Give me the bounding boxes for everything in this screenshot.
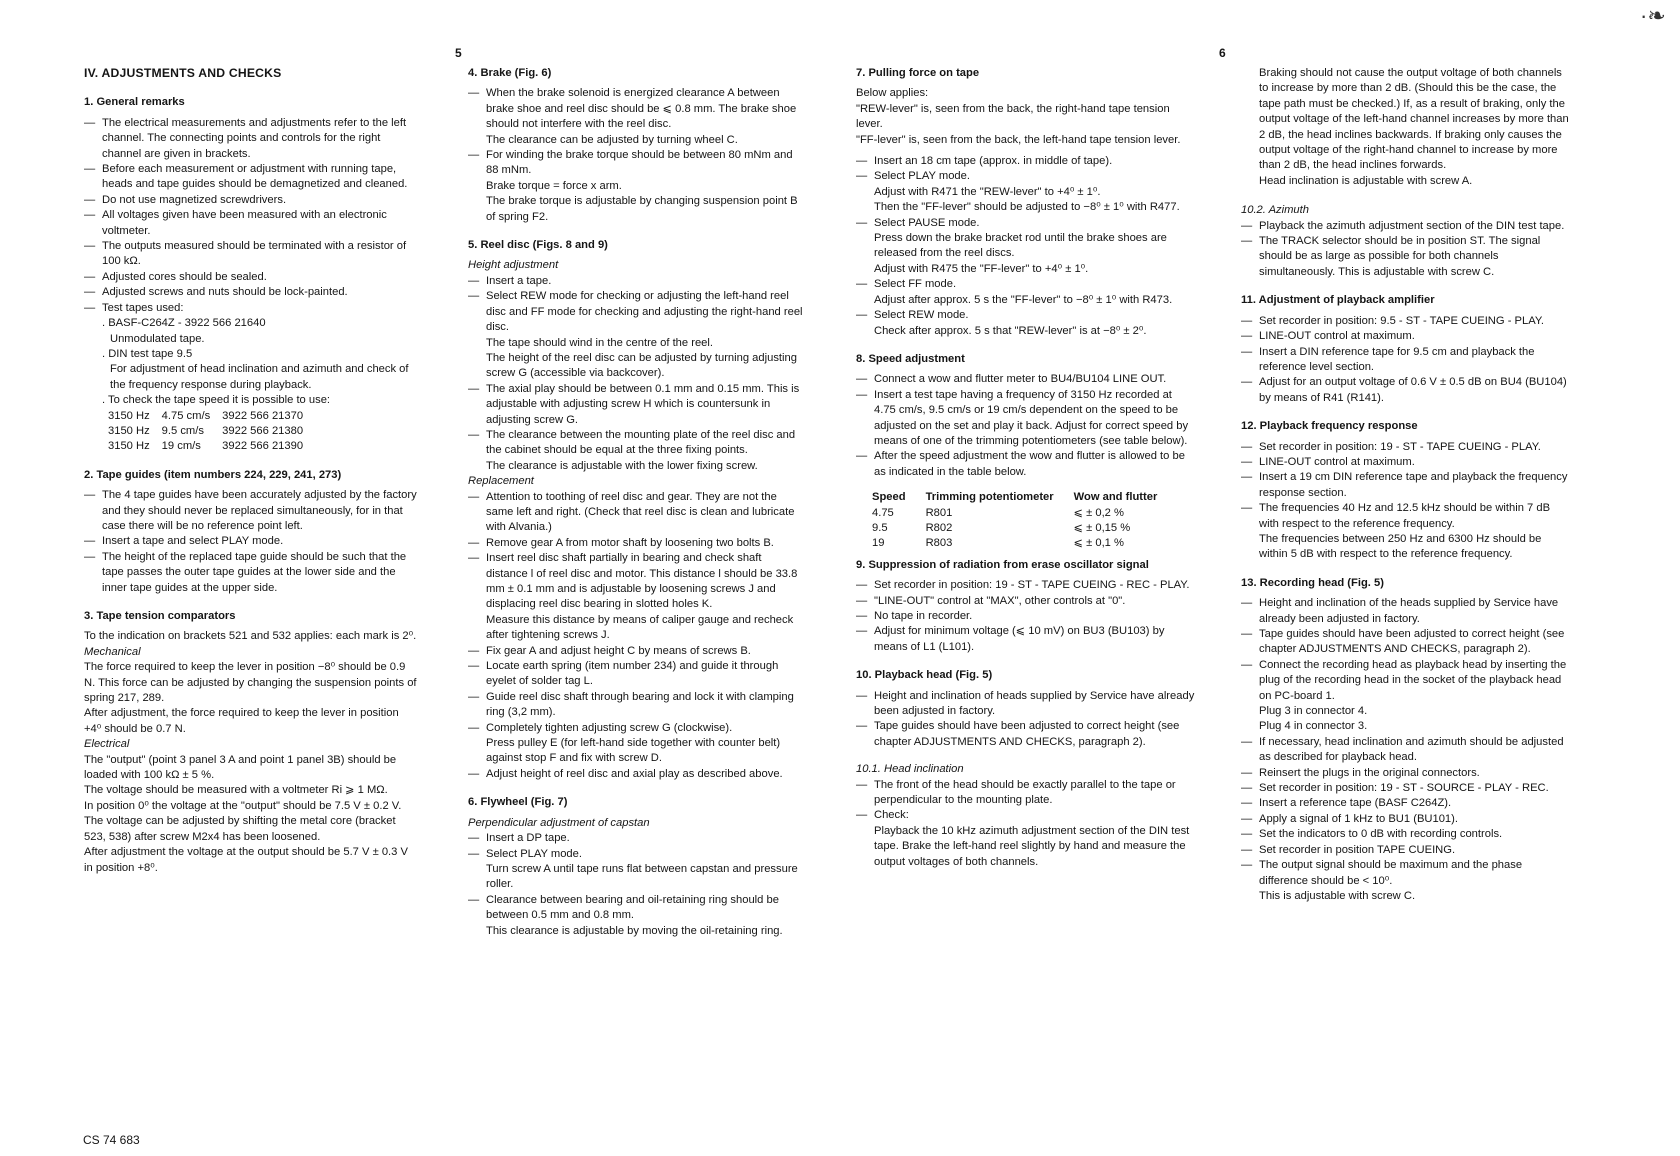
list-item: — Connect a wow and flutter meter to BU4/BU104 LINE OUT. (856, 372, 1196, 387)
table-cell: 3150 Hz (108, 409, 150, 422)
list-item: — Test tapes used: (84, 301, 419, 316)
list-item: — Insert an 18 cm tape (approx. in middle of tape). (856, 154, 1196, 169)
list-item: — Insert a test tape having a frequency of 3150 Hz recorded at 4.75 cm/s, 9.5 cm/s or 19 cm/s dependent on the speed to be adjusted on the set and play it back. Adjust for correct speed by means of one of the trimming potentiometers (see table below). (856, 388, 1196, 450)
column-header: Trimming potentiometer (925, 491, 1054, 504)
column-4 (1241, 66, 1571, 904)
list-item-text: The clearance can be adjusted by turning wheel C. (486, 133, 738, 146)
table-cell: R803 (925, 537, 953, 550)
section-list (468, 274, 803, 474)
list-item (856, 169, 1196, 215)
paragraph: To the indication on brackets 521 and 532 applies: each mark is 2⁰. (84, 630, 417, 643)
table-cell: 4.75 (872, 506, 894, 519)
list-item: — Reinsert the plugs in the original connectors. (1241, 766, 1571, 781)
section-list (856, 689, 1196, 751)
list-item-text: — Select PLAY mode. (486, 847, 582, 860)
list-item-text: This clearance is adjustable by moving the oil-retaining ring. (486, 924, 783, 937)
list-item: — The 4 tape guides have been accurately adjusted by the factory and they should never be replaced simultaneously, for in that case there will be no reference point left. (84, 488, 419, 534)
column-header: Speed (872, 491, 906, 504)
list-item-text: — Clearance between bearing and oil-retaining ring should be between 0.5 mm and 0.8 mm. (486, 893, 779, 922)
list-item: — Locate earth spring (item number 234) and guide it through eyelet of solder tag L. (468, 659, 803, 690)
list-item-text: — Completely tighten adjusting screw G (clockwise). (486, 721, 733, 734)
list-item: — Insert a DIN reference tape for 9.5 cm and playback the reference level section. (1241, 345, 1571, 376)
list-item (468, 289, 803, 381)
list-item-text: — Select REW mode. (874, 309, 969, 322)
page-number-right: 6 (1219, 46, 1226, 60)
subheading: Replacement (468, 475, 534, 488)
list-item-text: Press pulley E (for left-hand side together with counter belt) against stop F and fix with screw D. (486, 737, 781, 765)
list-item: — Adjust height of reel disc and axial play as described above. (468, 767, 803, 782)
table-cell: R801 (925, 506, 953, 519)
section-heading: 6. Flywheel (Fig. 7) (468, 796, 568, 809)
section-list (468, 86, 803, 225)
list-item-text: Turn screw A until tape runs flat between capstan and pressure roller. (486, 862, 798, 891)
list-item-text: Then the "FF-lever" should be adjusted to −8⁰ ± 1⁰ with R477. (874, 201, 1180, 214)
subheading: Height adjustment (468, 259, 559, 272)
list-item: — Height and inclination of heads supplied by Service have already been adjusted in factory. (856, 689, 1196, 720)
list-item: — The height of the replaced tape guide should be such that the tape passes the outer tape guides at the lower side and the inner tape guides at the upper side. (84, 550, 419, 596)
list-item: — The front of the head should be exactly parallel to the tape or perpendicular to the mounting plate. (856, 778, 1196, 809)
section-heading: 5. Reel disc (Figs. 8 and 9) (468, 239, 608, 252)
column-2 (468, 66, 803, 939)
column-1 (84, 66, 419, 876)
section-list (468, 490, 803, 783)
table-cell: 3150 Hz (108, 440, 150, 453)
list-item (468, 847, 803, 893)
section-heading: 9. Suppression of radiation from erase oscillator signal (856, 558, 1149, 571)
paragraph: In position 0⁰ the voltage at the "output" should be 7.5 V ± 0.2 V. The voltage can be adjusted by shifting the metal core (bracket 523, 538) after screw M2x4 has been loosened. (84, 799, 402, 843)
list-item: — Tape guides should have been adjusted to correct height (see chapter ADJUSTMENTS AND CHECKS, paragraph 2). (1241, 627, 1571, 658)
section-list (856, 778, 1196, 870)
list-item-text: — The output signal should be maximum and the phase difference should be < 10⁰. (1259, 859, 1523, 887)
section-heading: 8. Speed adjustment (856, 352, 965, 365)
list-item-text: — The frequencies 40 Hz and 12.5 kHz should be within 7 dB with respect to the reference frequency. (1259, 502, 1551, 530)
list-item-text: — Check: (874, 809, 909, 822)
list-item: — Do not use magnetized screwdrivers. (84, 193, 419, 208)
paragraph: Braking should not cause the output voltage of both channels to increase by more than 2 dB. (Should this be the case, the tape path must be checked.) If, as a result of braking, only the output voltage of the left-hand channel increases by more than 2 dB, the head inclines backwards. If braking only causes the output voltage of the right-hand channel to increase by more than 2 dB, the head inclines forwards. (1259, 67, 1569, 172)
list-item-text: The height of the reel disc can be adjusted by turning adjusting screw G (accessible via backcover). (486, 351, 797, 380)
list-item: — Insert a tape. (468, 274, 803, 289)
list-subitem: . DIN test tape 9.5 (102, 347, 193, 360)
list-item: — Set recorder in position: 19 - ST - SOURCE - PLAY - REC. (1241, 781, 1571, 796)
section-heading: 4. Brake (Fig. 6) (468, 67, 552, 79)
column-3 (856, 66, 1196, 870)
list-item: — If necessary, head inclination and azimuth should be adjusted as described for playback head. (1241, 735, 1571, 766)
list-item: — Playback the azimuth adjustment section of the DIN test tape. (1241, 219, 1571, 234)
list-item: — Set the indicators to 0 dB with recording controls. (1241, 827, 1571, 842)
list-item: — Adjust for minimum voltage (⩽ 10 mV) on BU3 (BU103) by means of L1 (L101). (856, 624, 1196, 655)
list-item: — Fix gear A and adjust height C by means of screws B. (468, 644, 803, 659)
table-cell: ⩽ ± 0,2 % (1073, 506, 1124, 519)
table-cell: R802 (925, 521, 953, 534)
paragraph: Head inclination is adjustable with screw A. (1259, 174, 1473, 187)
section-list (856, 154, 1196, 339)
subheading: 10.2. Azimuth (1241, 204, 1309, 217)
list-item-text: Plug 3 in connector 4. (1259, 705, 1368, 718)
table-cell: 3922 566 21380 (222, 424, 304, 437)
list-item: — Guide reel disc shaft through bearing and lock it with clamping ring (3,2 mm). (468, 690, 803, 721)
list-item (856, 808, 1196, 870)
list-item: — Adjusted screws and nuts should be lock-painted. (84, 285, 419, 300)
table-cell: 19 (872, 537, 885, 550)
section-list (1241, 440, 1571, 563)
chapter-title: IV. ADJUSTMENTS AND CHECKS (84, 66, 282, 80)
list-item: — Apply a signal of 1 kHz to BU1 (BU101). (1241, 812, 1571, 827)
list-item-text: Brake torque = force x arm. (486, 179, 622, 192)
speed-table (872, 490, 1177, 552)
list-subitem: . To check the tape speed it is possible to use: (102, 394, 331, 407)
section-heading: 1. General remarks (84, 96, 185, 109)
list-item (1241, 501, 1571, 563)
list-item-text: Measure this distance by means of caliper gauge and recheck after tightening screws J. (486, 613, 794, 642)
list-item (468, 428, 803, 474)
paragraph: "FF-lever" is, seen from the back, the left-hand tape tension lever. (856, 133, 1181, 146)
list-item (856, 308, 1196, 339)
table-cell: 4.75 cm/s (161, 409, 211, 422)
section-list (84, 488, 419, 596)
table-cell: 19 cm/s (161, 440, 201, 453)
section-list (1241, 596, 1571, 904)
section-heading: 10. Playback head (Fig. 5) (856, 669, 993, 682)
page-number-left: 5 (455, 46, 462, 60)
list-subitem: Unmodulated tape. (110, 332, 205, 345)
list-item: — Insert a tape and select PLAY mode. (84, 534, 419, 549)
subheading: Mechanical (84, 645, 141, 658)
list-subitem: . BASF-C264Z - 3922 566 21640 (102, 317, 266, 330)
section-heading: 13. Recording head (Fig. 5) (1241, 576, 1384, 589)
list-item-text: Press down the brake bracket rod until the brake shoes are released from the reel discs. (874, 232, 1167, 260)
table-cell: 3922 566 21370 (222, 409, 304, 422)
list-item: — Adjust for an output voltage of 0.6 V ± 0.5 dB on BU4 (BU104) by means of R41 (R141). (1241, 375, 1571, 406)
section-list (84, 116, 419, 316)
section-list (856, 372, 1196, 480)
list-item (468, 551, 803, 643)
list-item: — Set recorder in position: 9.5 - ST - TAPE CUEING - PLAY. (1241, 314, 1571, 329)
list-item: — Set recorder in position: 19 - ST - TAPE CUEING - PLAY. (1241, 440, 1571, 455)
list-item (1241, 858, 1571, 904)
list-item-text: — Connect the recording head as playback head by inserting the plug of the recording head in the socket of the playback head on PC-board 1. (1259, 658, 1567, 702)
list-item: — Height and inclination of the heads supplied by Service have already been adjusted in factory. (1241, 596, 1571, 627)
section-list (856, 578, 1196, 655)
list-item-text: Playback the 10 kHz azimuth adjustment section of the DIN test tape. Brake the left-hand reel slightly by hand and measure the output voltages of both channels. (874, 824, 1190, 868)
list-item-text: Adjust after approx. 5 s the "FF-lever" to −8⁰ ± 1⁰ with R473. (874, 293, 1173, 306)
list-item-text: Adjust with R471 the "REW-lever" to +4⁰ ± 1⁰. (874, 185, 1101, 198)
list-item: — No tape in recorder. (856, 609, 1196, 624)
paragraph: "REW-lever" is, seen from the back, the right-hand tape tension lever. (856, 102, 1170, 131)
column-header: Wow and flutter (1073, 491, 1158, 504)
table-cell: ⩽ ± 0,15 % (1073, 521, 1131, 534)
subheading: Perpendicular adjustment of capstan (468, 816, 650, 829)
list-item: — Insert a 19 cm DIN reference tape and playback the frequency response section. (1241, 470, 1571, 501)
list-item (468, 893, 803, 939)
table-row (872, 506, 1177, 521)
list-item-text: — When the brake solenoid is energized clearance A between brake shoe and reel disc should be ⩽ 0.8 mm. The brake shoe should not interfere with the reel disc. (486, 87, 797, 131)
list-item (468, 721, 803, 767)
list-item-text: — Select FF mode. (874, 278, 957, 291)
list-item: — Tape guides should have been adjusted to correct height (see chapter ADJUSTMENTS AND CHECKS, paragraph 2). (856, 719, 1196, 750)
list-item: — The electrical measurements and adjustments refer to the left channel. The connecting points and controls for the right channel are given in brackets. (84, 116, 419, 162)
section-heading: 3. Tape tension comparators (84, 610, 236, 622)
list-item: — All voltages given have been measured with an electronic voltmeter. (84, 208, 419, 239)
list-item: — The outputs measured should be terminated with a resistor of 100 kΩ. (84, 239, 419, 270)
document-code: CS 74 683 (83, 1133, 140, 1147)
table-cell: ⩽ ± 0,1 % (1073, 537, 1124, 550)
list-item: — "LINE-OUT" control at "MAX", other controls at "0". (856, 594, 1196, 609)
list-item-text: Adjust with R475 the "FF-lever" to +4⁰ ± 1⁰. (874, 262, 1089, 275)
list-item: — Before each measurement or adjustment with running tape, heads and tape guides should be demagnetized and cleaned. (84, 162, 419, 193)
table-row (108, 439, 315, 454)
list-item-text: The brake torque is adjustable by changing suspension point B of spring F2. (486, 195, 798, 223)
list-item: — LINE-OUT control at maximum. (1241, 455, 1571, 470)
list-item-text: — Insert reel disc shaft partially in bearing and check shaft distance l of reel disc and motor. This distance l should be 33.8 mm ± 0.1 mm and is adjustable by loosening screws J and displacing reel disc bearing in slotted holes K. (486, 552, 798, 611)
list-item-text: The frequencies between 250 Hz and 6300 Hz should be within 5 dB with respect to the reference frequency. (1259, 532, 1542, 561)
section-heading: 7. Pulling force on tape (856, 67, 980, 79)
paragraph: The voltage should be measured with a voltmeter Ri ⩾ 1 MΩ. (84, 784, 388, 797)
paragraph: The force required to keep the lever in position −8⁰ should be 0.9 N. This force can be adjusted by changing the suspension points of spring 217, 289. (84, 661, 417, 705)
list-item: — LINE-OUT control at maximum. (1241, 329, 1571, 344)
list-subitem: For adjustment of head inclination and azimuth and check of the frequency response during playback. (110, 363, 409, 391)
list-item: — Insert a reference tape (BASF C264Z). (1241, 796, 1571, 811)
table-row (108, 409, 315, 424)
list-item: — After the speed adjustment the wow and flutter is allowed to be as indicated in the table below. (856, 449, 1196, 480)
corner-mark: ·❧ (1640, 3, 1666, 28)
section-heading: 2. Tape guides (item numbers 224, 229, 241, 273) (84, 468, 342, 481)
paragraph: After adjustment, the force required to keep the lever in position +4⁰ should be 0.7 N. (84, 707, 399, 735)
list-item: — Remove gear A from motor shaft by loosening two bolts B. (468, 536, 803, 551)
list-item: — Adjusted cores should be sealed. (84, 270, 419, 285)
list-item (856, 277, 1196, 308)
list-item-text: — The clearance between the mounting plate of the reel disc and the cabinet should be equal at the three fixing points. (486, 428, 796, 457)
paragraph: After adjustment the voltage at the output should be 5.7 V ± 0.3 V in position +8⁰. (84, 846, 408, 874)
list-item (468, 86, 803, 148)
section-list (1241, 314, 1571, 406)
subheading: Electrical (84, 738, 130, 751)
section-list (468, 831, 803, 939)
list-item-text: — Select PAUSE mode. (874, 216, 980, 229)
list-item: — Insert a DP tape. (468, 831, 803, 846)
test-tape-table (108, 409, 315, 455)
list-item-text: This is adjustable with screw C. (1259, 889, 1416, 902)
list-item-text: — Select PLAY mode. (874, 170, 970, 183)
list-item (468, 148, 803, 225)
table-header-row (872, 490, 1177, 505)
table-row (872, 536, 1177, 551)
section-list (1241, 219, 1571, 281)
table-cell: 3150 Hz (108, 424, 150, 437)
paragraph: The "output" (point 3 panel 3 A and point 1 panel 3B) should be loaded with 100 kΩ ± 5 %. (84, 753, 397, 782)
table-cell: 9.5 (872, 521, 888, 534)
list-item-text: Check after approx. 5 s that "REW-lever" is at −8⁰ ± 2⁰. (874, 324, 1147, 337)
section-heading: 11. Adjustment of playback amplifier (1241, 294, 1435, 307)
table-row (872, 521, 1177, 536)
subheading: 10.1. Head inclination (856, 763, 964, 776)
list-item (1241, 658, 1571, 735)
table-cell: 3922 566 21390 (222, 440, 304, 453)
list-item: — The axial play should be between 0.1 mm and 0.15 mm. This is adjustable with adjusting screw H which is countersunk in adjusting screw G. (468, 382, 803, 428)
table-cell: 9.5 cm/s (161, 424, 204, 437)
list-item-text: — Select REW mode for checking or adjusting the left-hand reel disc and FF mode for checking and adjusting the right-hand reel disc. (486, 290, 803, 334)
list-item: — Set recorder in position: 19 - ST - TAPE CUEING - REC - PLAY. (856, 578, 1196, 593)
paragraph: Below applies: (856, 87, 929, 100)
list-item-text: The clearance is adjustable with the lower fixing screw. (486, 459, 758, 472)
section-heading: 12. Playback frequency response (1241, 420, 1418, 433)
table-row (108, 424, 315, 439)
list-item-text: Plug 4 in connector 3. (1259, 720, 1368, 733)
list-item: — Attention to toothing of reel disc and gear. They are not the same left and right. (Check that reel disc is clean and lubricate with Alvania.) (468, 490, 803, 536)
list-item: — The TRACK selector should be in position ST. The signal should be as large as possible for both channels simultaneously. This is adjustable with screw C. (1241, 234, 1571, 280)
list-item: — Set recorder in position TAPE CUEING. (1241, 843, 1571, 858)
list-item-text: — For winding the brake torque should be between 80 mNm and 88 mNm. (486, 149, 793, 177)
list-item (856, 216, 1196, 278)
list-item-text: The tape should wind in the centre of the reel. (486, 336, 714, 349)
